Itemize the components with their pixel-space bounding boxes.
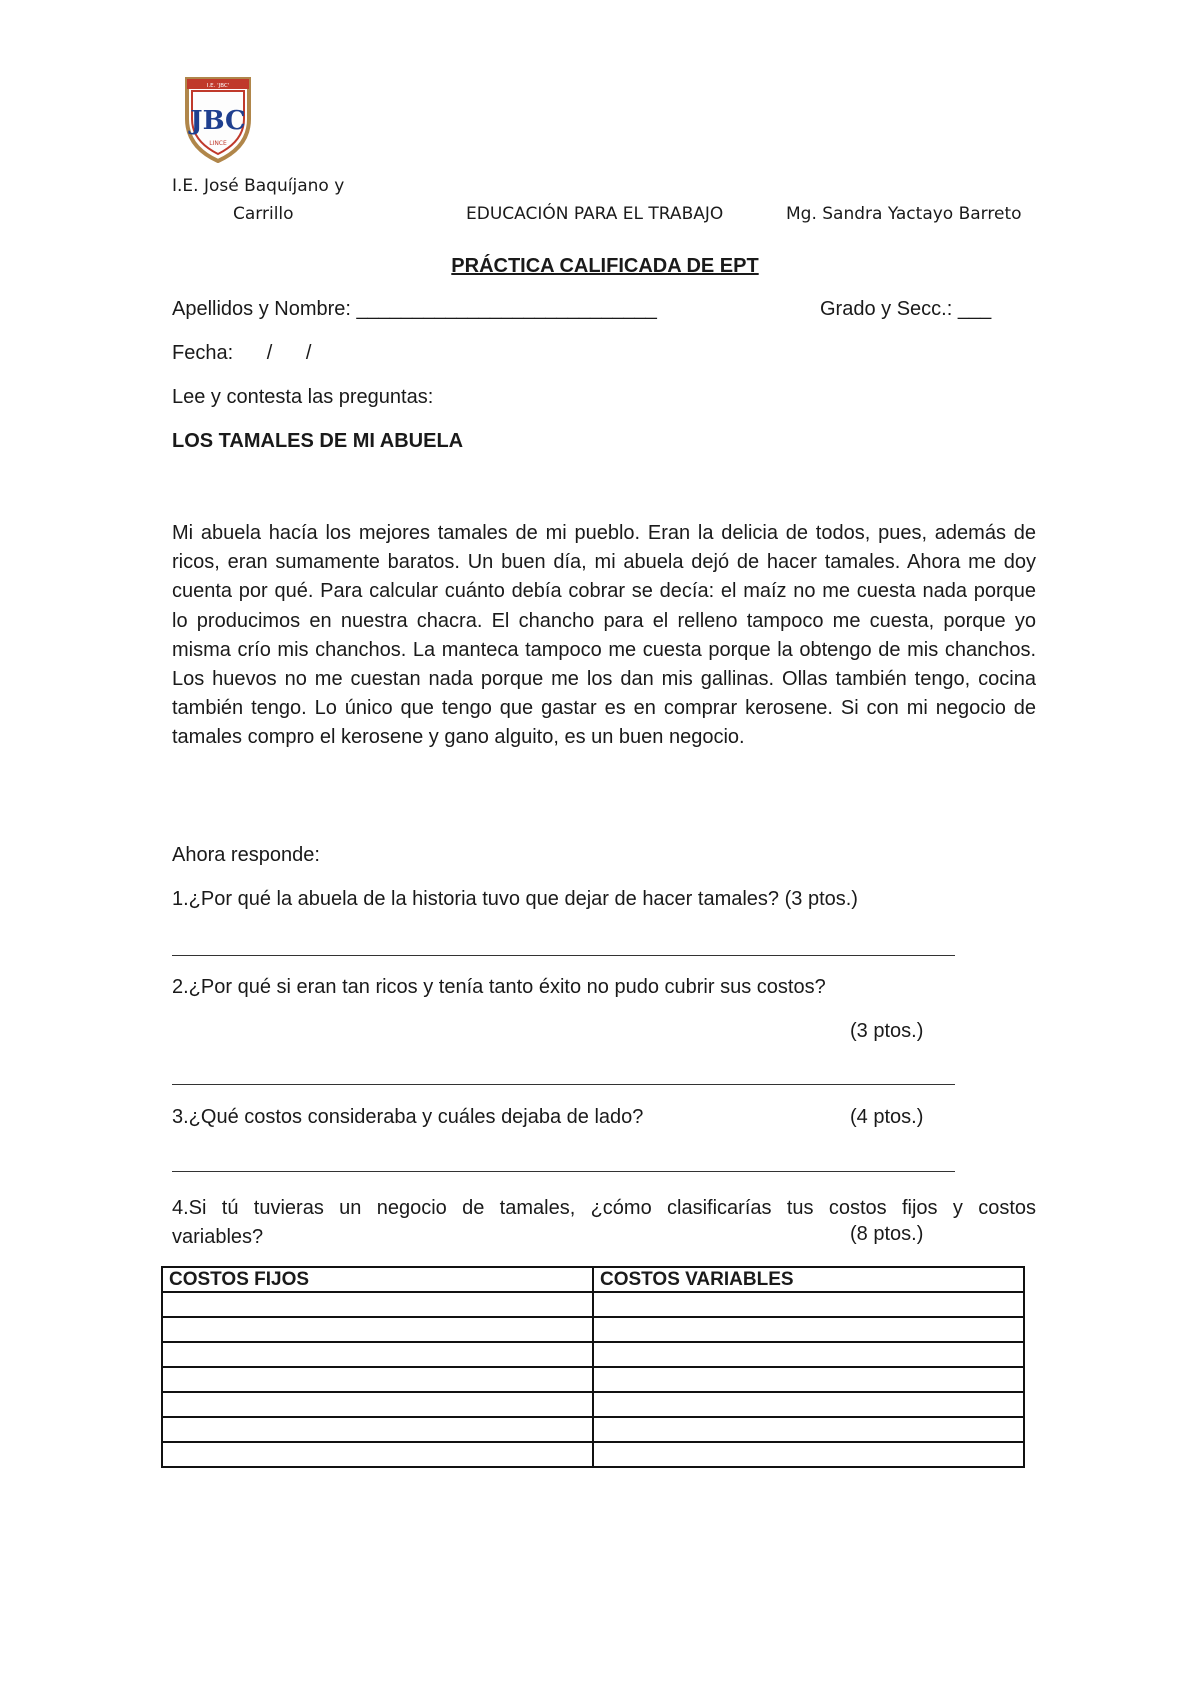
date-separator: / [266, 342, 273, 364]
header-variable-costs: COSTOS VARIABLES [593, 1267, 1024, 1292]
table-row [162, 1292, 1024, 1317]
fixed-cost-cell[interactable] [162, 1442, 593, 1467]
table-row [162, 1367, 1024, 1392]
variable-cost-cell[interactable] [593, 1392, 1024, 1417]
variable-cost-cell[interactable] [593, 1417, 1024, 1442]
student-name-field[interactable]: Apellidos y Nombre: ___________________________ [172, 298, 657, 320]
page-title: PRÁCTICA CALIFICADA DE EPT [451, 255, 759, 277]
question-2-points: (3 ptos.) [850, 1020, 924, 1042]
logo-initials: JBC [190, 106, 246, 136]
date-field[interactable] [172, 342, 311, 365]
table-row [162, 1392, 1024, 1417]
teacher-name: Mg. Sandra Yactayo Barreto [786, 204, 1022, 224]
variable-cost-cell[interactable] [593, 1342, 1024, 1367]
logo-top-text: I.E. 'JBC' [206, 83, 230, 89]
question-4-line2: variables? [172, 1226, 264, 1248]
costs-table [161, 1266, 1025, 1468]
logo-bottom-text: LINCE [209, 140, 227, 147]
variable-cost-cell[interactable] [593, 1367, 1024, 1392]
date-separator: / [305, 342, 312, 364]
variable-cost-cell[interactable] [593, 1292, 1024, 1317]
fixed-cost-cell[interactable] [162, 1317, 593, 1342]
school-name-line1: I.E. José Baquíjano y [172, 176, 345, 196]
fixed-cost-cell[interactable] [162, 1392, 593, 1417]
question-2: 2.¿Por qué si eran tan ricos y tenía tanto éxito no pudo cubrir sus costos? [172, 976, 826, 998]
school-name-line2: Carrillo [233, 204, 294, 224]
respond-label: Ahora responde: [172, 844, 320, 866]
question-3: 3.¿Qué costos consideraba y cuáles dejaba de lado? [172, 1106, 644, 1128]
variable-cost-cell[interactable] [593, 1317, 1024, 1342]
answer-line-2[interactable] [172, 1084, 955, 1085]
fixed-cost-cell[interactable] [162, 1292, 593, 1317]
fixed-cost-cell[interactable] [162, 1417, 593, 1442]
question-4-line1: 4.Si tú tuvieras un negocio de tamales, ¿cómo clasificarías tus costos fijos y costos [172, 1197, 1036, 1219]
fixed-cost-cell[interactable] [162, 1342, 593, 1367]
story-text: Mi abuela hacía los mejores tamales de mi pueblo. Eran la delicia de todos, pues, además de ricos, eran sumamente baratos. Un buen día, mi abuela dejó de hacer tamales. Ahora me doy cuenta por qué. Para calcular cuánto debía cobrar se decía: el maíz no me cuesta nada porque lo producimos en nuestra chacra. El chancho para el relleno tampoco me cuesta, porque yo misma crío mis chanchos. La manteca tampoco me cuesta porque la obtengo de mis chanchos. Los huevos no me cuestan nada porque me los dan mis gallinas. Ollas también tengo, cocina también tengo. Lo único que tengo que gastar es en comprar kerosene. Si con mi negocio de tamales compro el kerosene y gano alguito, es un buen negocio. [172, 522, 1036, 749]
header-fixed-costs: COSTOS FIJOS [162, 1267, 593, 1292]
school-logo [183, 75, 253, 163]
question-3-points: (4 ptos.) [850, 1106, 924, 1128]
table-row [162, 1442, 1024, 1467]
table-row [162, 1342, 1024, 1367]
fixed-cost-cell[interactable] [162, 1367, 593, 1392]
table-header-row [162, 1267, 1024, 1292]
question-1: 1.¿Por qué la abuela de la historia tuvo que dejar de hacer tamales? (3 ptos.) [172, 888, 858, 910]
instruction-text: Lee y contesta las preguntas: [172, 386, 434, 408]
answer-line-3[interactable] [172, 1171, 955, 1172]
variable-cost-cell[interactable] [593, 1442, 1024, 1467]
story-title: LOS TAMALES DE MI ABUELA [172, 430, 464, 452]
grade-section-field[interactable]: Grado y Secc.: ___ [820, 298, 992, 320]
table-row [162, 1317, 1024, 1342]
date-label: Fecha: [172, 342, 234, 364]
subject-name: EDUCACIÓN PARA EL TRABAJO [466, 204, 724, 224]
question-4-points: (8 ptos.) [850, 1223, 924, 1245]
table-row [162, 1417, 1024, 1442]
answer-line-1[interactable] [172, 955, 955, 956]
